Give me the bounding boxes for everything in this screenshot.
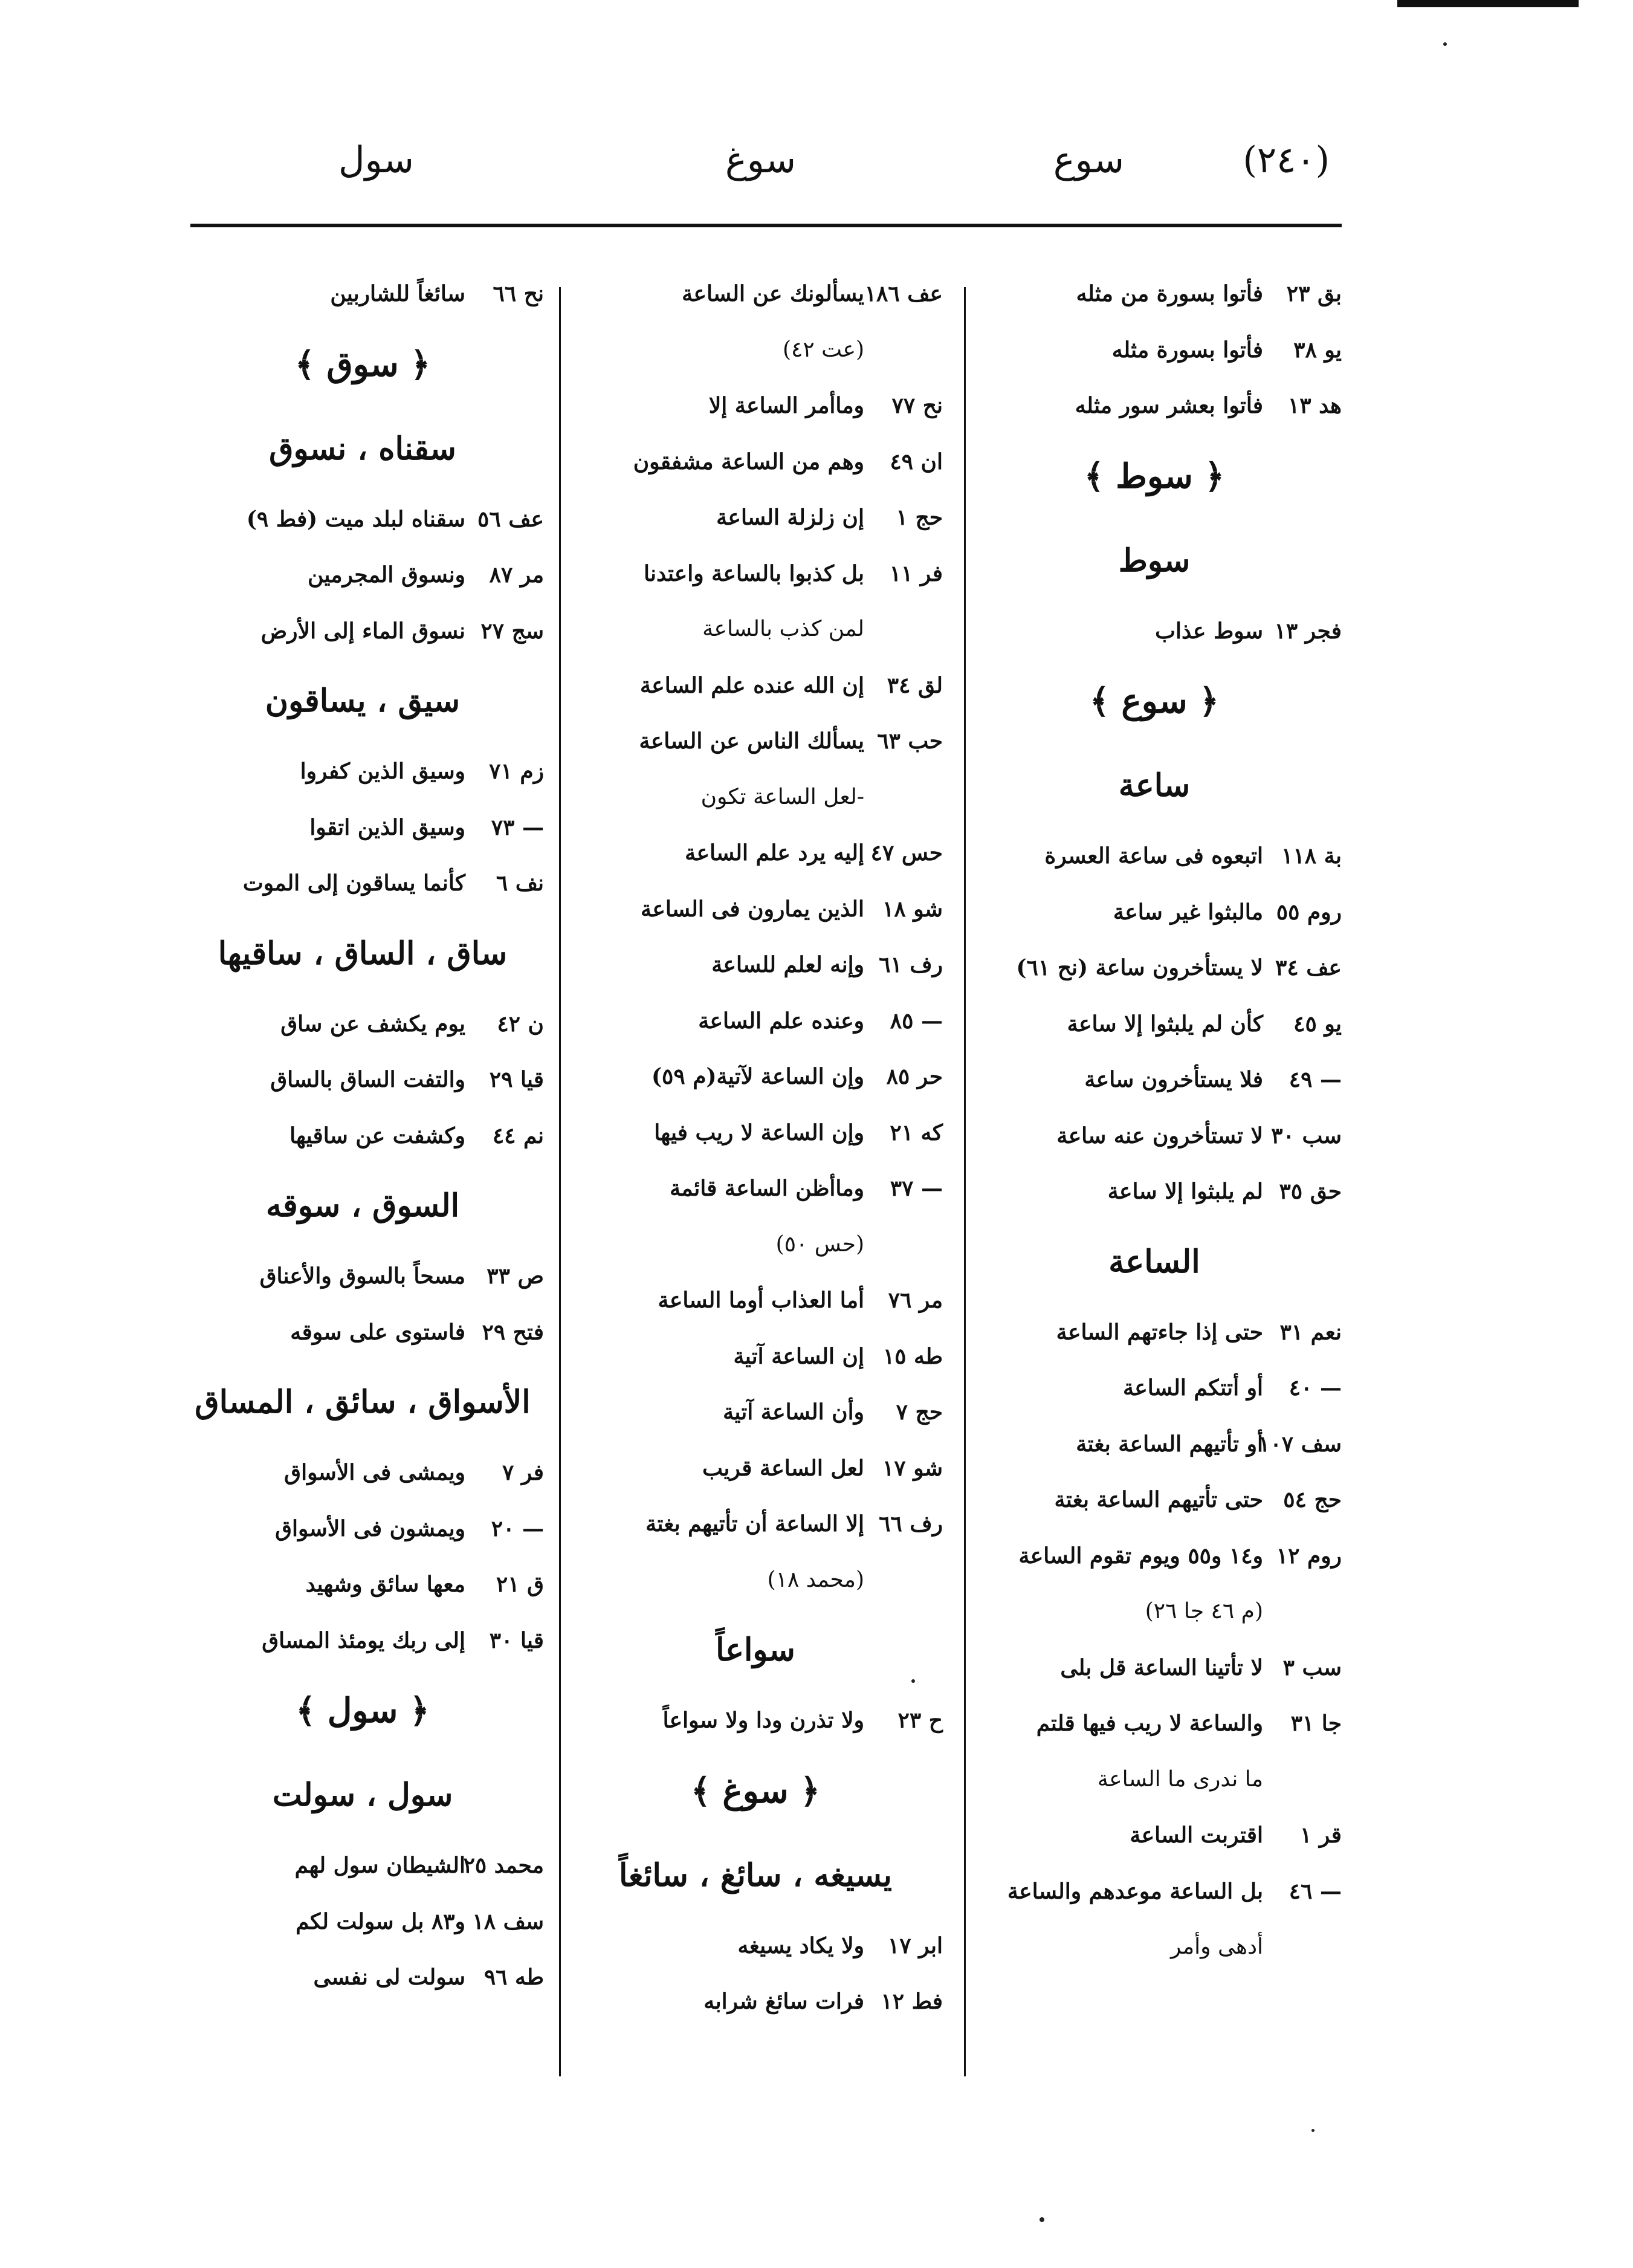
index-entry: [181, 1894, 544, 1950]
entry-text: إن الساعة آتية: [733, 1343, 864, 1369]
entry-text: ونسوق المجرمين: [307, 562, 465, 588]
entry-text: وإن الساعة لآتية(م ٥٩): [651, 1064, 864, 1089]
entry-text: يوم يكشف عن ساق: [280, 1011, 465, 1037]
entry-reference: روم ١٢: [1276, 1543, 1342, 1569]
index-entry: [568, 1272, 943, 1329]
entry-reference: كه ٢١: [890, 1119, 943, 1145]
index-entry: [967, 884, 1342, 941]
entry-text: فأتوا بسورة مثله: [1111, 337, 1263, 363]
index-entry: [181, 1304, 544, 1361]
entry-text: فلا يستأخرون ساعة: [1084, 1067, 1263, 1092]
entry-text: فأتوا بسورة من مثله: [1076, 281, 1263, 306]
entry-reference: سب ٣٠: [1271, 1123, 1342, 1149]
entry-text: فاستوى على سوقه: [290, 1319, 465, 1345]
entry-reference: شو ١٧: [882, 1455, 943, 1481]
index-column-left: [181, 266, 544, 2006]
entry-text: وإن الساعة لا ريب فيها: [654, 1119, 864, 1145]
entry-text: فأتوا بعشر سور مثله: [1075, 393, 1263, 418]
entry-reference: ق ٢١: [496, 1572, 544, 1597]
index-entry: [967, 378, 1342, 434]
entry-text: معها سائق وشهيد: [305, 1572, 465, 1597]
entry-reference: ن ٤٢: [497, 1011, 544, 1037]
index-entry: [568, 881, 943, 938]
index-entry: [568, 546, 943, 602]
entry-reference: حج ٧: [896, 1399, 943, 1425]
entry-text: والتفت الساق بالساق: [270, 1067, 465, 1092]
index-entry: [568, 1693, 943, 1749]
word-form-title: يسيغه ، سائغ ، سائغاً: [619, 1856, 892, 1894]
entry-text: وسيق الذين كفروا: [300, 759, 465, 784]
scan-speck: [911, 1679, 915, 1683]
entry-text: يسألونك عن الساعة: [682, 281, 864, 306]
index-entry: [568, 434, 943, 490]
index-entry: [568, 713, 943, 770]
entry-reference: فط ١٢: [881, 1989, 943, 2014]
root-heading: ﴿ سوغ ﴾: [691, 1771, 820, 1811]
entry-reference: محمد ٢٥: [463, 1853, 544, 1878]
index-entry: [967, 1528, 1342, 1584]
index-entry: [967, 1416, 1342, 1473]
entry-continuation: (حس ٥٠): [775, 1231, 864, 1257]
entry-reference: عف ١٨٦: [864, 281, 943, 306]
entry-reference: طه ١٥: [882, 1343, 943, 1369]
index-entry: [967, 322, 1342, 378]
entry-continuation: -لعل الساعة تكون: [700, 784, 864, 809]
entry-text: الشيطان سول لهم: [294, 1853, 465, 1878]
index-entry: [568, 1049, 943, 1105]
entry-text: سولت لى نفسى: [313, 1965, 465, 1990]
entry-text: لعل الساعة قريب: [702, 1455, 864, 1481]
index-entry: [568, 1384, 943, 1440]
entry-reference: — ٤٠: [1289, 1375, 1342, 1401]
entry-reference: نعم ٣١: [1279, 1319, 1342, 1345]
index-entry: [568, 266, 943, 322]
word-form-title: ساعة: [1118, 767, 1191, 804]
entry-text: إن الله عنده علم الساعة: [639, 672, 864, 698]
index-entry: [181, 1108, 544, 1164]
entry-text: الذين يمارون فى الساعة: [641, 896, 864, 922]
header-rule: [190, 224, 1342, 227]
entry-continuation: أدهى وأمر: [1171, 1934, 1263, 1959]
page-header: [290, 139, 1336, 193]
index-entry: [967, 828, 1342, 884]
word-form-title: سواعاً: [716, 1631, 795, 1668]
entry-reference: ان ٤٩: [890, 449, 943, 475]
index-entry: [181, 266, 544, 322]
entry-text: سقناه لبلد ميت (فط ٩): [246, 506, 465, 532]
entry-text: إليه يرد علم الساعة: [685, 840, 864, 866]
index-entry: [967, 1696, 1342, 1752]
entry-reference: عف ٥٦: [477, 506, 544, 532]
entry-text: فرات سائغ شرابه: [703, 1989, 864, 2014]
entry-text: مالبثوا غير ساعة: [1113, 899, 1263, 925]
entry-reference: رف ٦٦: [879, 1511, 943, 1537]
entry-reference: حق ٣٥: [1279, 1179, 1342, 1204]
entry-text: و١٤ و٥٥ ويوم تقوم الساعة: [1018, 1543, 1263, 1569]
index-entry: [181, 491, 544, 548]
entry-reference: نح ٦٦: [493, 281, 544, 306]
header-root-col1: سوع: [1053, 139, 1124, 181]
entry-text: إن زلزلة الساعة: [716, 505, 864, 530]
entry-reference: نح ٧٧: [891, 393, 943, 418]
word-form-title: الأسواق ، سائق ، المساق: [195, 1384, 531, 1421]
entry-reference: زم ٧١: [489, 759, 544, 784]
index-entry: [181, 744, 544, 800]
index-column-right: [967, 266, 1342, 1975]
entry-reference: سف ١٠٧: [1258, 1431, 1342, 1457]
index-entry: [967, 1640, 1342, 1696]
entry-continuation: (عت ٤٢): [782, 337, 864, 362]
index-entry: [181, 996, 544, 1052]
entry-continuation: (م ٤٦ جا ٢٦): [1145, 1599, 1263, 1624]
entry-text: نسوق الماء إلى الأرض: [260, 618, 465, 644]
entry-text: وماأمر الساعة إلا: [708, 393, 864, 418]
entry-text: وإنه لعلم للساعة: [711, 952, 864, 977]
entry-text: كأنما يساقون إلى الموت: [242, 870, 465, 896]
entry-reference: شو ١٨: [882, 896, 943, 922]
entry-text: إلى ربك يومئذ المساق: [262, 1627, 465, 1653]
entry-text: ويمشون فى الأسواق: [275, 1515, 465, 1541]
word-form-title: سقناه ، نسوق: [269, 430, 456, 467]
index-entry: [568, 1974, 943, 2030]
index-entry: [181, 1248, 544, 1304]
entry-reference: حس ٤٧: [870, 840, 943, 866]
entry-reference: — ٣٧: [890, 1176, 943, 1201]
index-entry: [967, 1164, 1342, 1220]
entry-reference: مر ٧٦: [888, 1288, 943, 1313]
entry-text: وهم من الساعة مشفقون: [633, 449, 864, 475]
entry-reference: حر ٨٥: [886, 1064, 943, 1089]
entry-reference: قيا ٣٠: [489, 1627, 544, 1653]
entry-reference: قر ١: [1300, 1822, 1342, 1848]
index-entry: [568, 1161, 943, 1217]
index-entry: [568, 1440, 943, 1497]
entry-text: أو أتتكم الساعة: [1122, 1375, 1263, 1401]
index-entry: [568, 825, 943, 881]
entry-reference: رف ٦١: [879, 952, 943, 977]
entry-continuation: ما ندرى ما الساعة: [1097, 1766, 1263, 1792]
entry-reference: روم ٥٥: [1276, 899, 1342, 925]
entry-text: أو تأتيهم الساعة بغتة: [1076, 1431, 1263, 1457]
root-heading: ﴿ سوع ﴾: [1090, 681, 1219, 721]
index-entry: [967, 940, 1342, 996]
entry-text: حتى إذا جاءتهم الساعة: [1056, 1319, 1263, 1345]
index-entry: [181, 1949, 544, 2006]
entry-text: وماأظن الساعة قائمة: [670, 1176, 864, 1201]
index-entry: [967, 1864, 1342, 1920]
index-entry: [967, 1360, 1342, 1416]
entry-reference: — ٧٣: [491, 814, 544, 840]
entry-reference: سب ٣: [1282, 1654, 1342, 1680]
index-entry: [967, 1472, 1342, 1528]
entry-reference: ابر ١٧: [887, 1933, 943, 1959]
index-entry: [967, 1807, 1342, 1864]
index-entry: [181, 1445, 544, 1501]
root-heading: ﴿ سوق ﴾: [295, 344, 430, 384]
index-entry: [181, 855, 544, 912]
entry-text: لا يستأخرون ساعة (نح ٦١): [1016, 955, 1263, 980]
entry-reference: عف ٣٤: [1275, 955, 1342, 980]
entry-reference: فر ٧: [502, 1460, 544, 1485]
entry-text: اقتربت الساعة: [1130, 1822, 1263, 1848]
entry-reference: حب ٦٣: [877, 728, 943, 754]
index-entry: [568, 1496, 943, 1552]
entry-reference: — ٨٥: [890, 1008, 943, 1034]
header-root-col2: سوغ: [725, 139, 797, 181]
entry-text: بل كذبوا بالساعة واعتدنا: [644, 560, 864, 586]
entry-text: والساعة لا ريب فيها قلتم: [1036, 1711, 1263, 1736]
entry-reference: طه ٩٦: [483, 1965, 544, 1990]
entry-text: بل الساعة موعدهم والساعة: [1007, 1878, 1263, 1904]
index-entry: [568, 1329, 943, 1385]
index-entry: [568, 490, 943, 546]
page-number: (٢٤٠): [1243, 139, 1330, 181]
index-entry: [967, 1304, 1342, 1361]
entry-reference: حج ١: [896, 505, 943, 530]
entry-reference: يو ٣٨: [1293, 337, 1342, 363]
entry-reference: قيا ٢٩: [489, 1067, 544, 1092]
entry-text: وسيق الذين اتقوا: [309, 814, 465, 840]
entry-text: سائغاً للشاربين: [330, 281, 465, 306]
top-edge-bar: [1397, 0, 1579, 7]
word-form-title: ساق ، الساق ، ساقيها: [218, 935, 508, 972]
column-divider: [559, 287, 561, 2076]
entry-reference: مر ٨٧: [489, 562, 544, 588]
root-heading: ﴿ سوط ﴾: [1084, 456, 1225, 496]
entry-text: لا تستأخرون عنه ساعة: [1056, 1123, 1263, 1149]
entry-reference: فجر ١٣: [1274, 618, 1342, 644]
index-entry: [967, 266, 1342, 322]
entry-text: كأن لم يلبثوا إلا ساعة: [1067, 1011, 1263, 1037]
entry-text: وكشفت عن ساقيها: [289, 1123, 465, 1149]
index-entry: [967, 1052, 1342, 1108]
entry-text: وأن الساعة آتية: [723, 1399, 864, 1425]
entry-reference: ح ٢٣: [897, 1708, 943, 1733]
index-entry: [181, 1613, 544, 1669]
index-entry: [181, 1052, 544, 1108]
root-heading: ﴿ سول ﴾: [296, 1691, 430, 1731]
entry-text: لا تأتينا الساعة قل بلى: [1060, 1654, 1263, 1680]
index-entry: [181, 1557, 544, 1613]
column-divider: [964, 287, 966, 2076]
index-entry: [967, 603, 1342, 659]
entry-reference: فتح ٢٩: [482, 1319, 544, 1345]
entry-reference: بق ٢٣: [1286, 281, 1342, 306]
entry-text: ويمشى فى الأسواق: [284, 1460, 465, 1485]
entry-text: مسحاً بالسوق والأعناق: [259, 1263, 465, 1289]
entry-reference: حج ٥٤: [1283, 1487, 1342, 1512]
scan-speck: [1311, 2129, 1314, 2132]
entry-continuation: لمن كذب بالساعة: [702, 617, 864, 641]
entry-reference: نف ٦: [496, 870, 544, 896]
entry-reference: لق ٣٤: [887, 672, 943, 698]
index-entry: [967, 1108, 1342, 1164]
index-entry: [181, 1838, 544, 1894]
word-form-title: السوق ، سوقه: [265, 1187, 460, 1224]
entry-reference: — ٤٩: [1289, 1067, 1342, 1092]
index-entry: [568, 1918, 943, 1974]
entry-reference: فر ١١: [889, 560, 943, 586]
entry-reference: سف ١٨: [472, 1908, 544, 1934]
entry-text: و٨٣ بل سولت لكم: [296, 1908, 465, 1934]
scan-speck: [1040, 2217, 1044, 2222]
header-root-col3: سول: [338, 139, 414, 181]
entry-text: ولا يكاد يسيغه: [737, 1933, 864, 1959]
entry-text: ولا تذرن ودا ولا سواعاً: [662, 1708, 864, 1733]
index-entry: [181, 603, 544, 659]
index-entry: [568, 658, 943, 714]
index-entry: [967, 996, 1342, 1052]
entry-reference: جا ٣١: [1290, 1711, 1342, 1736]
entry-text: وعنده علم الساعة: [698, 1008, 864, 1034]
word-form-title: الساعة: [1108, 1243, 1200, 1280]
entry-reference: ص ٣٣: [487, 1263, 544, 1289]
index-entry: [568, 937, 943, 993]
word-form-title: سوط: [1118, 542, 1191, 579]
entry-text: حتى تأتيهم الساعة بغتة: [1054, 1487, 1263, 1512]
index-entry: [181, 800, 544, 856]
scan-speck: [1443, 42, 1447, 46]
entry-reference: — ٢٠: [491, 1515, 544, 1541]
index-entry: [181, 547, 544, 603]
entry-text: يسألك الناس عن الساعة: [639, 728, 864, 754]
entry-reference: يو ٤٥: [1293, 1011, 1342, 1037]
entry-text: إلا الساعة أن تأتيهم بغتة: [645, 1511, 864, 1537]
index-entry: [568, 1105, 943, 1161]
entry-text: اتبعوه فى ساعة العسرة: [1044, 843, 1263, 869]
entry-reference: نم ٤٤: [492, 1123, 544, 1149]
entry-continuation: (محمد ١٨): [767, 1567, 864, 1592]
index-entry: [568, 993, 943, 1049]
index-entry: [181, 1501, 544, 1557]
entry-reference: سج ٢٧: [480, 618, 544, 644]
index-entry: [568, 378, 943, 434]
word-form-title: سيق ، يساقون: [265, 682, 461, 719]
entry-text: سوط عذاب: [1155, 618, 1263, 644]
entry-reference: — ٤٦: [1289, 1878, 1342, 1904]
word-form-title: سول ، سولت: [272, 1777, 453, 1813]
entry-reference: هد ١٣: [1287, 393, 1342, 418]
entry-text: أما العذاب أوما الساعة: [658, 1288, 864, 1313]
index-column-middle: [568, 266, 943, 2030]
entry-text: لم يلبثوا إلا ساعة: [1107, 1179, 1263, 1204]
entry-reference: بة ١١٨: [1281, 843, 1342, 869]
